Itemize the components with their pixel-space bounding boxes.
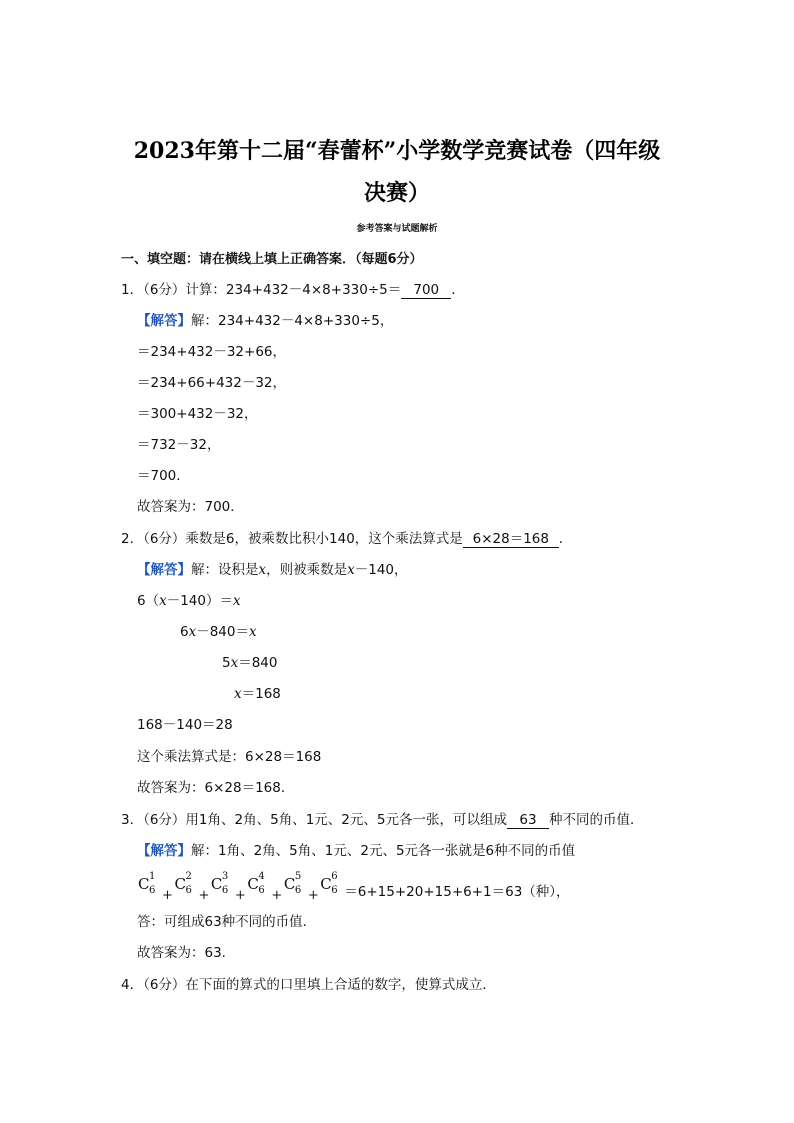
- solution-3-final: 故答案为：63．: [137, 945, 236, 961]
- question-2-text: 2．（6分）乘数是6，被乘数比积小140，这个乘法算式是: [121, 531, 463, 547]
- combination-superscript: 6: [331, 871, 338, 882]
- combination-letter: C: [210, 875, 223, 893]
- combination-subscript: 6: [258, 885, 265, 896]
- combination-letter: C: [320, 875, 332, 893]
- combination-superscript: 1: [149, 871, 156, 882]
- combination-term: [320, 873, 344, 899]
- solution-1-step: ＝234+66+432－32，: [137, 375, 287, 391]
- solution-2-head: [137, 561, 408, 579]
- solution-1-tag: 【解答】: [137, 313, 191, 329]
- plus-sign: +: [271, 888, 283, 903]
- solution-2-check: 168－140＝28: [137, 717, 233, 733]
- combination-letter: C: [283, 875, 296, 893]
- plus-sign: +: [234, 888, 246, 903]
- question-2-answer: 6×28＝168: [463, 532, 559, 548]
- equation-3: [222, 654, 278, 672]
- variable-x: x: [159, 593, 167, 609]
- solution-3-tag: 【解答】: [137, 843, 191, 859]
- solution-2-tag: 【解答】: [137, 562, 191, 578]
- combination-term: [138, 873, 162, 899]
- solution-1-step: ＝300+432－32，: [137, 406, 258, 422]
- variable-x: x: [347, 562, 355, 578]
- equation-1: [137, 592, 241, 610]
- variable-x: x: [249, 624, 257, 640]
- solution-1-head-text: 解：234+432－4×8+330÷5，: [191, 313, 394, 329]
- question-2: [121, 530, 572, 548]
- solution-2-text: －140，: [354, 562, 408, 578]
- combination-term: [174, 873, 198, 899]
- section-heading-fill-blank: 一、填空题：请在横线上填上正确答案．（每题6分）: [121, 252, 423, 267]
- plus-sign: +: [198, 888, 210, 903]
- combination-subscript: 6: [149, 885, 156, 896]
- solution-1-step: ＝732－32，: [137, 437, 221, 453]
- equation-text: ＝840: [238, 655, 278, 671]
- combination-formula: [138, 873, 570, 903]
- question-1-suffix: ．: [451, 282, 465, 298]
- equation-4: [234, 685, 281, 703]
- solution-2-expression: 这个乘法算式是：6×28＝168: [137, 749, 322, 765]
- combination-subscript: 6: [331, 885, 338, 896]
- combination-term: [247, 873, 271, 899]
- combination-term: [211, 873, 235, 899]
- plus-sign: +: [162, 888, 173, 903]
- equation-text: ＝168: [241, 686, 281, 702]
- document-title-line2: 决赛）: [363, 180, 430, 206]
- combination-result: ＝6+15+20+15+6+1＝63（种），: [344, 884, 570, 900]
- combination-subscript: 6: [294, 885, 302, 896]
- solution-3-head-text: 解：1角、2角、5角、1元、2元、5元各一张就是6种不同的币值: [191, 843, 576, 859]
- combination-letter: C: [138, 875, 150, 893]
- variable-x: x: [258, 562, 267, 578]
- question-4: 4．（6分）在下面的算式的口里填上合适的数字，使算式成立．: [121, 977, 496, 993]
- combination-superscript: 4: [258, 871, 265, 882]
- combination-subscript: 6: [221, 885, 229, 896]
- question-1-text: 1．（6分）计算：234+432－4×8+330÷5＝: [121, 282, 402, 298]
- solution-1-final: 故答案为：700．: [137, 499, 244, 515]
- variable-x: x: [230, 655, 239, 671]
- solution-2-text: ，则被乘数是: [266, 562, 348, 578]
- combination-term: [284, 873, 308, 899]
- equation-text: 5: [222, 655, 231, 671]
- equation-2: [180, 623, 257, 641]
- variable-x: x: [188, 624, 197, 640]
- equation-text: 6: [180, 624, 189, 640]
- combination-superscript: 5: [294, 871, 302, 882]
- document-title-line1: 2023年第十二届“春蕾杯”小学数学竞赛试卷（四年级: [133, 138, 661, 164]
- solution-2-text: 解：设积是: [191, 562, 259, 578]
- equation-text: 6（: [137, 593, 160, 609]
- variable-x: x: [234, 686, 242, 702]
- solution-1-step: ＝700．: [137, 468, 190, 484]
- solution-3-head: [137, 842, 575, 860]
- equation-text: －840＝: [196, 624, 249, 640]
- plus-sign: +: [307, 888, 319, 903]
- equation-text: －140）＝: [166, 593, 233, 609]
- question-3-answer: 63: [507, 813, 549, 829]
- combination-subscript: 6: [185, 885, 192, 896]
- combination-letter: C: [174, 875, 186, 893]
- solution-1-head: [137, 312, 393, 330]
- variable-x: x: [233, 593, 241, 609]
- question-3-text: 3．（6分）用1角、2角、5角、1元、2元、5元各一张，可以组成: [121, 812, 507, 828]
- question-1-answer: 700: [401, 283, 451, 299]
- question-3: [121, 811, 643, 829]
- question-2-suffix: ．: [558, 531, 573, 547]
- solution-3-answer: 答：可组成63种不同的币值．: [137, 914, 317, 930]
- question-1: [121, 281, 465, 299]
- document-subtitle: 参考答案与试题解析: [356, 224, 438, 234]
- question-3-suffix: 种不同的币值．: [548, 812, 644, 828]
- combination-letter: C: [247, 875, 259, 893]
- combination-superscript: 3: [221, 871, 229, 882]
- solution-2-final: 故答案为：6×28＝168．: [137, 780, 295, 796]
- combination-superscript: 2: [185, 871, 192, 882]
- solution-1-step: ＝234+432－32+66，: [137, 344, 287, 360]
